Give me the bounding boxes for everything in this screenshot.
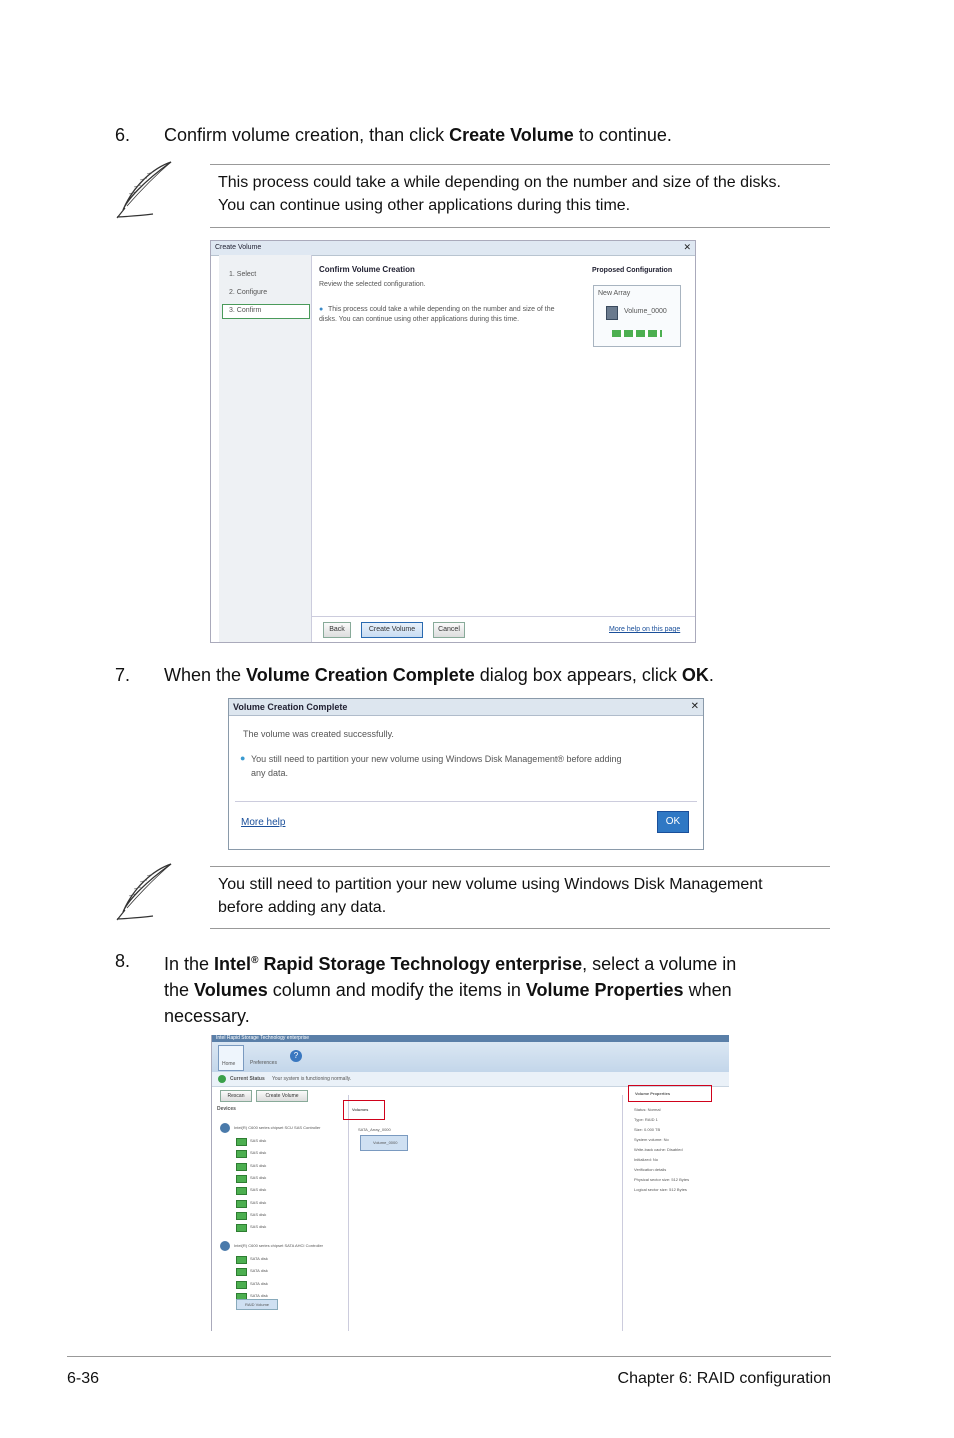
disk-icon	[236, 1163, 247, 1171]
rste-toolbar	[212, 1042, 729, 1072]
property-line: Type: RAID 1	[634, 1117, 658, 1122]
proposed-config-label: Proposed Configuration	[592, 267, 673, 274]
back-button[interactable]: Back	[323, 622, 351, 638]
disk-icon	[236, 1200, 247, 1208]
note-feather-icon	[113, 862, 177, 922]
disk-item[interactable]	[236, 1137, 326, 1146]
disk-item[interactable]	[236, 1280, 326, 1289]
note-bottom-rule	[210, 227, 830, 228]
step-text: Confirm volume creation, than click Create Volume to continue.	[164, 125, 672, 145]
page-number: 6-36	[67, 1370, 100, 1387]
raid-volume-item[interactable]	[236, 1299, 278, 1310]
status-label: Current Status	[230, 1076, 265, 1082]
disk-item[interactable]	[236, 1186, 326, 1195]
property-line: System volume: No	[634, 1137, 669, 1142]
disk-label: SAS disk	[250, 1138, 267, 1143]
property-line: Logical sector size: 512 Bytes	[634, 1187, 687, 1192]
home-tab-label: Home	[222, 1061, 236, 1067]
help-icon[interactable]: ?	[290, 1050, 302, 1062]
note-line: You can continue using other applications during this time.	[218, 197, 631, 214]
disk-label: SAS disk	[250, 1224, 267, 1230]
success-message: The volume was created successfully.	[243, 729, 394, 739]
footer-divider	[311, 616, 695, 617]
partition-message-cont: any data.	[251, 768, 289, 778]
info-icon: ●	[240, 753, 246, 763]
devices-header: Devices	[217, 1106, 236, 1112]
info-icon: ●	[319, 306, 324, 313]
disk-icon	[236, 1268, 247, 1276]
step-text: In the Intel® Rapid Storage Technology enterprise, select a volume in the Volumes column and modify the items in Volume Properties when necessary.	[164, 954, 737, 1026]
ok-button[interactable]: OK	[657, 811, 689, 833]
step-number: 8.	[115, 951, 131, 971]
home-tab[interactable]	[218, 1045, 244, 1071]
disk-icon	[236, 1138, 247, 1146]
note-line: This process could take a while depending on the number and size of the disks.	[218, 174, 781, 191]
confirm-heading: Confirm Volume Creation	[319, 265, 415, 274]
note-1	[218, 171, 833, 217]
close-icon[interactable]: ✕	[683, 242, 691, 252]
status-detail: Your system is functioning normally.	[272, 1076, 352, 1082]
volume-properties-highlight	[628, 1085, 712, 1102]
info-line: disks. You can continue using other applications during this time.	[319, 316, 520, 323]
controller-icon	[220, 1123, 230, 1133]
raid-volume-label: RAID Volume	[245, 1302, 270, 1307]
disk-icon	[236, 1224, 247, 1232]
rste-titlebar	[212, 1035, 729, 1042]
disk-item[interactable]	[236, 1211, 326, 1220]
rescan-button[interactable]: Rescan	[220, 1090, 252, 1102]
note-line: before adding any data.	[218, 899, 387, 916]
volume-name: Volume_0000	[624, 308, 667, 315]
note-feather-icon	[113, 160, 177, 220]
partition-message: You still need to partition your new volume using Windows Disk Management® before adding	[251, 754, 622, 764]
column-divider	[622, 1095, 623, 1331]
disk-label: SATA disk	[250, 1268, 268, 1274]
footer-rule	[67, 1356, 831, 1357]
status-ok-icon	[218, 1075, 226, 1083]
step-number: 7.	[115, 665, 131, 685]
window-titlebar	[211, 241, 695, 256]
disk-item[interactable]	[236, 1174, 326, 1183]
disk-icon	[236, 1281, 247, 1289]
wizard-nav	[219, 255, 312, 642]
disk-item[interactable]	[236, 1267, 326, 1276]
disk-status-icon	[612, 330, 662, 337]
disk-item[interactable]	[236, 1162, 326, 1171]
note-bottom-rule	[210, 928, 830, 929]
disk-label: SATA disk	[250, 1256, 268, 1261]
cancel-button[interactable]: Cancel	[433, 622, 465, 638]
window-title: Create Volume	[215, 244, 262, 251]
info-line: This process could take a while depending on the number and size of the	[328, 306, 555, 313]
disk-item[interactable]	[236, 1223, 326, 1232]
proposed-config-box	[593, 285, 681, 347]
volume-item[interactable]	[360, 1135, 408, 1151]
nav-confirm: 3. Confirm	[229, 307, 262, 314]
property-line: Size: 0.000 TB	[634, 1127, 661, 1132]
more-help-link[interactable]: More help	[241, 817, 286, 828]
disk-label: SAS disk	[250, 1174, 267, 1180]
disk-label: SAS disk	[250, 1211, 267, 1217]
close-icon[interactable]: ✕	[690, 701, 699, 712]
step-number: 6.	[115, 125, 131, 145]
rste-title: Intel Rapid Storage Technology enterprise	[216, 1035, 310, 1041]
note-line: You still need to partition your new volume using Windows Disk Management	[218, 876, 763, 893]
disk-label: SAS disk	[250, 1187, 267, 1193]
create-volume-window	[210, 240, 696, 643]
property-line: Initialized: No	[634, 1157, 659, 1162]
dialog-title: Volume Creation Complete	[233, 702, 348, 712]
disk-icon	[236, 1256, 247, 1264]
nav-select[interactable]: 1. Select	[229, 271, 257, 278]
disk-icon	[236, 1212, 247, 1220]
controller-icon	[220, 1241, 230, 1251]
disk-icon	[236, 1150, 247, 1158]
preferences-tab[interactable]: Preferences	[250, 1060, 277, 1066]
note-top-rule	[210, 866, 830, 867]
disk-icon	[236, 1175, 247, 1183]
volume-complete-dialog	[228, 698, 704, 850]
disk-label: SAS disk	[250, 1199, 267, 1205]
confirm-subtitle: Review the selected configuration.	[319, 281, 426, 288]
chapter-title: Chapter 6: RAID configuration	[617, 1370, 831, 1387]
create-volume-button[interactable]: Create Volume	[361, 622, 423, 638]
array-name: New Array	[598, 290, 631, 297]
controller-2[interactable]: Intel(R) C600 series chipset SATA AHCI Controller	[234, 1243, 323, 1248]
volumes-header: Volumes	[352, 1107, 369, 1112]
disk-item[interactable]	[236, 1149, 326, 1158]
disk-label: SAS disk	[250, 1162, 267, 1168]
nav-configure[interactable]: 2. Configure	[229, 289, 268, 296]
note-top-rule	[210, 164, 830, 165]
rste-window	[211, 1035, 729, 1331]
dialog-divider	[235, 801, 697, 802]
disk-icon	[236, 1187, 247, 1195]
disk-label: SATA disk	[250, 1280, 268, 1286]
disk-label: SATA disk	[250, 1292, 268, 1298]
volumes-highlight	[343, 1100, 385, 1120]
column-divider	[348, 1095, 349, 1331]
volume-properties-header: Volume Properties	[635, 1091, 671, 1096]
disk-icon	[606, 306, 618, 320]
array-label: SATA_Array_0000	[358, 1127, 391, 1132]
nav-confirm-highlight[interactable]	[222, 304, 310, 319]
disk-item[interactable]	[236, 1199, 326, 1208]
controller-1[interactable]: Intel(R) C600 series chipset SCU SAS Controller	[234, 1125, 321, 1130]
disk-item[interactable]	[236, 1255, 326, 1264]
property-line: Status: Normal	[634, 1107, 661, 1112]
step-text: When the Volume Creation Complete dialog box appears, click OK.	[164, 665, 714, 685]
note-2	[218, 873, 833, 919]
create-volume-button[interactable]: Create Volume	[256, 1090, 308, 1102]
property-line: Physical sector size: 512 Bytes	[634, 1177, 690, 1182]
disk-label: SAS disk	[250, 1150, 267, 1156]
property-line: Write-back cache: Disabled	[634, 1147, 683, 1152]
property-line: Verification details	[634, 1167, 667, 1172]
more-help-link[interactable]: More help on this page	[609, 626, 681, 633]
dialog-titlebar	[229, 699, 703, 716]
volume-label: Volume_0000	[373, 1140, 398, 1145]
